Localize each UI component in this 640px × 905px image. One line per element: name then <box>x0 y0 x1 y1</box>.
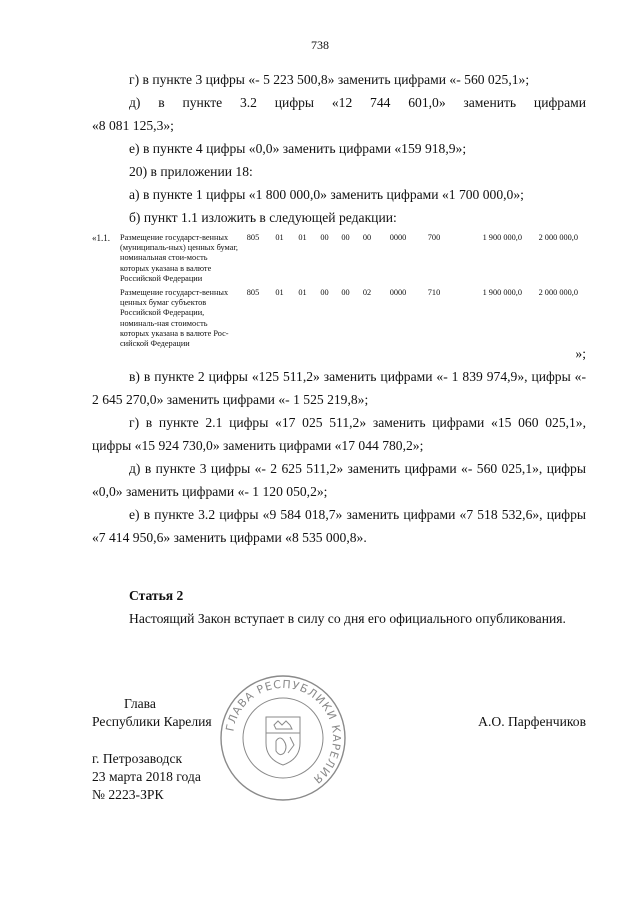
paragraph: е) в пункте 4 цифры «0,0» заменить цифрами «159 918,9»; <box>129 141 467 156</box>
code-cell: 00 <box>341 288 350 298</box>
code-cell: 01 <box>298 233 307 242</box>
code-cell: 805 <box>246 233 260 242</box>
paragraph: б) пункт 1.1 изложить в следующей редакции: <box>129 210 397 225</box>
seal-inner-ring <box>243 698 323 778</box>
closing-quote: »; <box>575 346 586 362</box>
paragraph: д) в пункте 3 цифры «- 2 625 511,2» заменить цифрами «- 560 025,1», цифры «0,0» заменить цифрами «- 1 120 050,2»; <box>92 461 586 500</box>
document-body <box>92 68 586 630</box>
budget-table <box>92 233 586 363</box>
place-and-date <box>92 750 201 804</box>
code-cell: 00 <box>320 288 329 298</box>
signer-title <box>92 695 212 731</box>
code-cell: 805 <box>246 288 260 298</box>
article-title: Статья 2 <box>129 588 184 604</box>
row-name: Размещение государст-венных ценных бумаг субъектов Российской Федерации, номиналь-ная стоимость которых указана в валюте Рос-сийской Федерации <box>120 288 229 349</box>
paragraph: «8 081 125,3»; <box>92 118 174 133</box>
amount-cell: 2 000 000,0 <box>538 288 578 298</box>
paragraph: в) в пункте 2 цифры «125 511,2» заменить цифрами «- 1 839 974,9», цифры «- 2 645 270,0» заменить цифрами «- 1 525 219,8»; <box>92 369 586 408</box>
paragraph: г) в пункте 2.1 цифры «17 025 511,2» заменить цифрами «15 060 025,1», цифры «15 924 730,0» заменить цифрами «17 044 780,2»; <box>92 415 586 454</box>
code-cell: 02 <box>362 288 372 298</box>
code-cell: 00 <box>320 233 329 242</box>
code-cell: 01 <box>298 288 307 298</box>
row-name: Размещение государст-венных (муниципаль-ных) ценных бумаг, номинальная стои-мость которых указана в валюте Российской Федерации <box>120 233 238 283</box>
table-row <box>92 288 586 349</box>
page-number: 738 <box>311 38 329 52</box>
code-cell: 00 <box>362 233 372 242</box>
code-cell: 01 <box>275 233 284 242</box>
table-row <box>92 233 586 284</box>
article-text: Настоящий Закон вступает в силу со дня его официального опубликования. <box>129 611 566 627</box>
paragraph: а) в пункте 1 цифры «1 800 000,0» заменить цифрами «1 700 000,0»; <box>129 187 524 202</box>
paragraph: г) в пункте 3 цифры «- 5 223 500,8» заменить цифрами «- 560 025,1»; <box>129 72 530 87</box>
amount-cell: 1 900 000,0 <box>482 288 522 298</box>
amount-cell: 1 900 000,0 <box>482 233 522 242</box>
seal-outer-ring <box>221 676 345 800</box>
code-cell: 710 <box>427 288 441 298</box>
seal-text <box>223 678 343 787</box>
city: г. Петрозаводск <box>92 751 183 766</box>
law-number: № 2223-ЗРК <box>92 787 164 802</box>
paragraph: 20) в приложении 18: <box>129 164 253 179</box>
amount-cell: 2 000 000,0 <box>538 233 578 242</box>
signer-title-line2: Республики Карелия <box>92 714 212 729</box>
paragraph: д) в пункте 3.2 цифры «12 744 601,0» заменить цифрами <box>129 95 586 110</box>
code-cell: 0000 <box>389 288 407 298</box>
signer-name: А.О. Парфенчиков <box>478 714 586 729</box>
date: 23 марта 2018 года <box>92 769 201 784</box>
row-number: «1.1. <box>92 233 110 243</box>
code-cell: 700 <box>427 233 441 242</box>
code-cell: 0000 <box>389 233 407 242</box>
official-seal <box>218 673 348 803</box>
code-cell: 01 <box>275 288 284 298</box>
paragraph: е) в пункте 3.2 цифры «9 584 018,7» заменить цифрами «7 518 532,6», цифры «7 414 950,6» заменить цифрами «8 535 000,8». <box>92 507 586 546</box>
coat-of-arms-icon <box>266 717 300 765</box>
code-cell: 00 <box>341 233 350 242</box>
seal-text-path: ГЛАВА РЕСПУБЛИКИ КАРЕЛИЯ <box>223 677 344 787</box>
signer-title-line1: Глава <box>124 696 156 711</box>
